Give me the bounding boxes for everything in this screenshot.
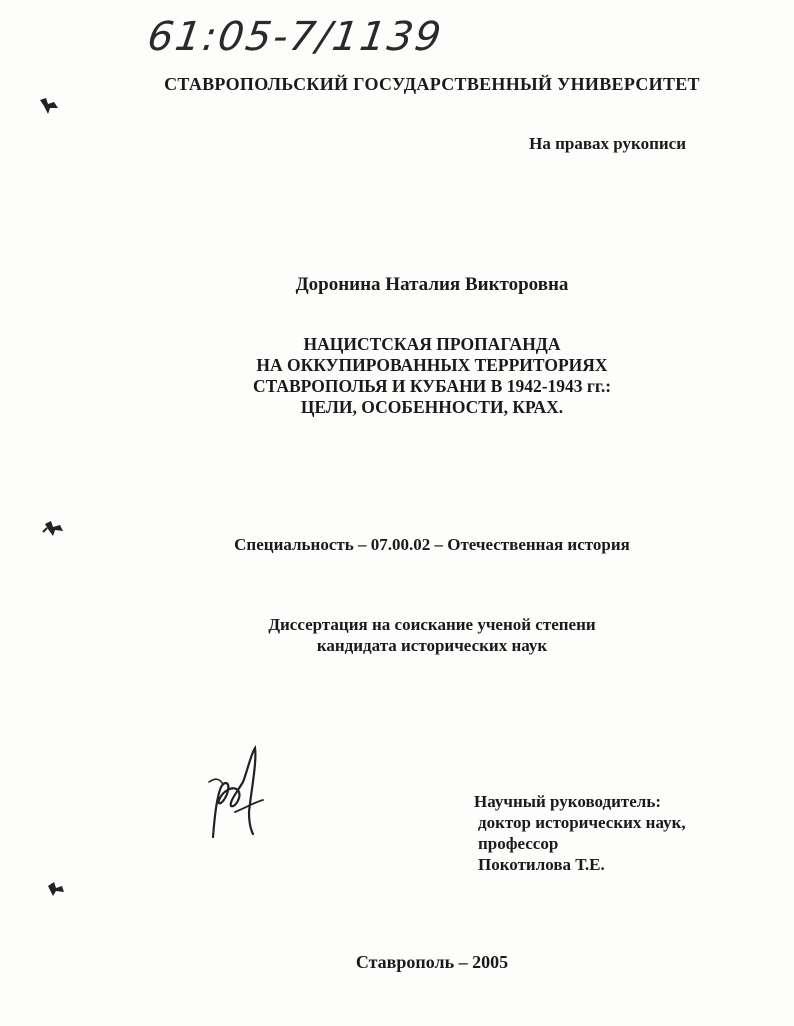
university-name: СТАВРОПОЛЬСКИЙ ГОСУДАРСТВЕННЫЙ УНИВЕРСИТЕТ [164, 74, 700, 94]
supervisor-line: Научный руководитель: [474, 792, 661, 811]
title-line: НАЦИСТСКАЯ ПРОПАГАНДА [303, 334, 561, 354]
supervisor-line: Покотилова Т.Е. [478, 855, 605, 874]
scan-mark-icon [38, 96, 62, 116]
degree-line: кандидата исторических наук [316, 636, 548, 655]
archive-code: 61:05-7/1139 [144, 14, 446, 60]
manuscript-note: На правах рукописи [529, 134, 686, 153]
city-year: Ставрополь – 2005 [355, 952, 509, 972]
title-line: СТАВРОПОЛЬЯ И КУБАНИ В 1942-1943 гг.: [252, 376, 612, 396]
dissertation-title [0, 334, 794, 418]
title-line: НА ОККУПИРОВАННЫХ ТЕРРИТОРИЯХ [256, 355, 608, 375]
supervisor-line: профессор [478, 834, 559, 853]
specialty: Специальность – 07.00.02 – Отечественная история [234, 535, 630, 554]
signature-icon [205, 742, 275, 842]
supervisor-line: доктор исторических наук, [478, 813, 686, 832]
scan-mark-icon [44, 878, 68, 898]
degree-line: Диссертация на соискание ученой степени [268, 615, 596, 634]
supervisor-block [474, 791, 686, 875]
title-line: ЦЕЛИ, ОСОБЕННОСТИ, КРАХ. [300, 397, 564, 417]
scan-mark-icon [42, 518, 66, 538]
author-name: Доронина Наталия Викторовна [295, 274, 569, 295]
degree-statement [0, 614, 794, 656]
